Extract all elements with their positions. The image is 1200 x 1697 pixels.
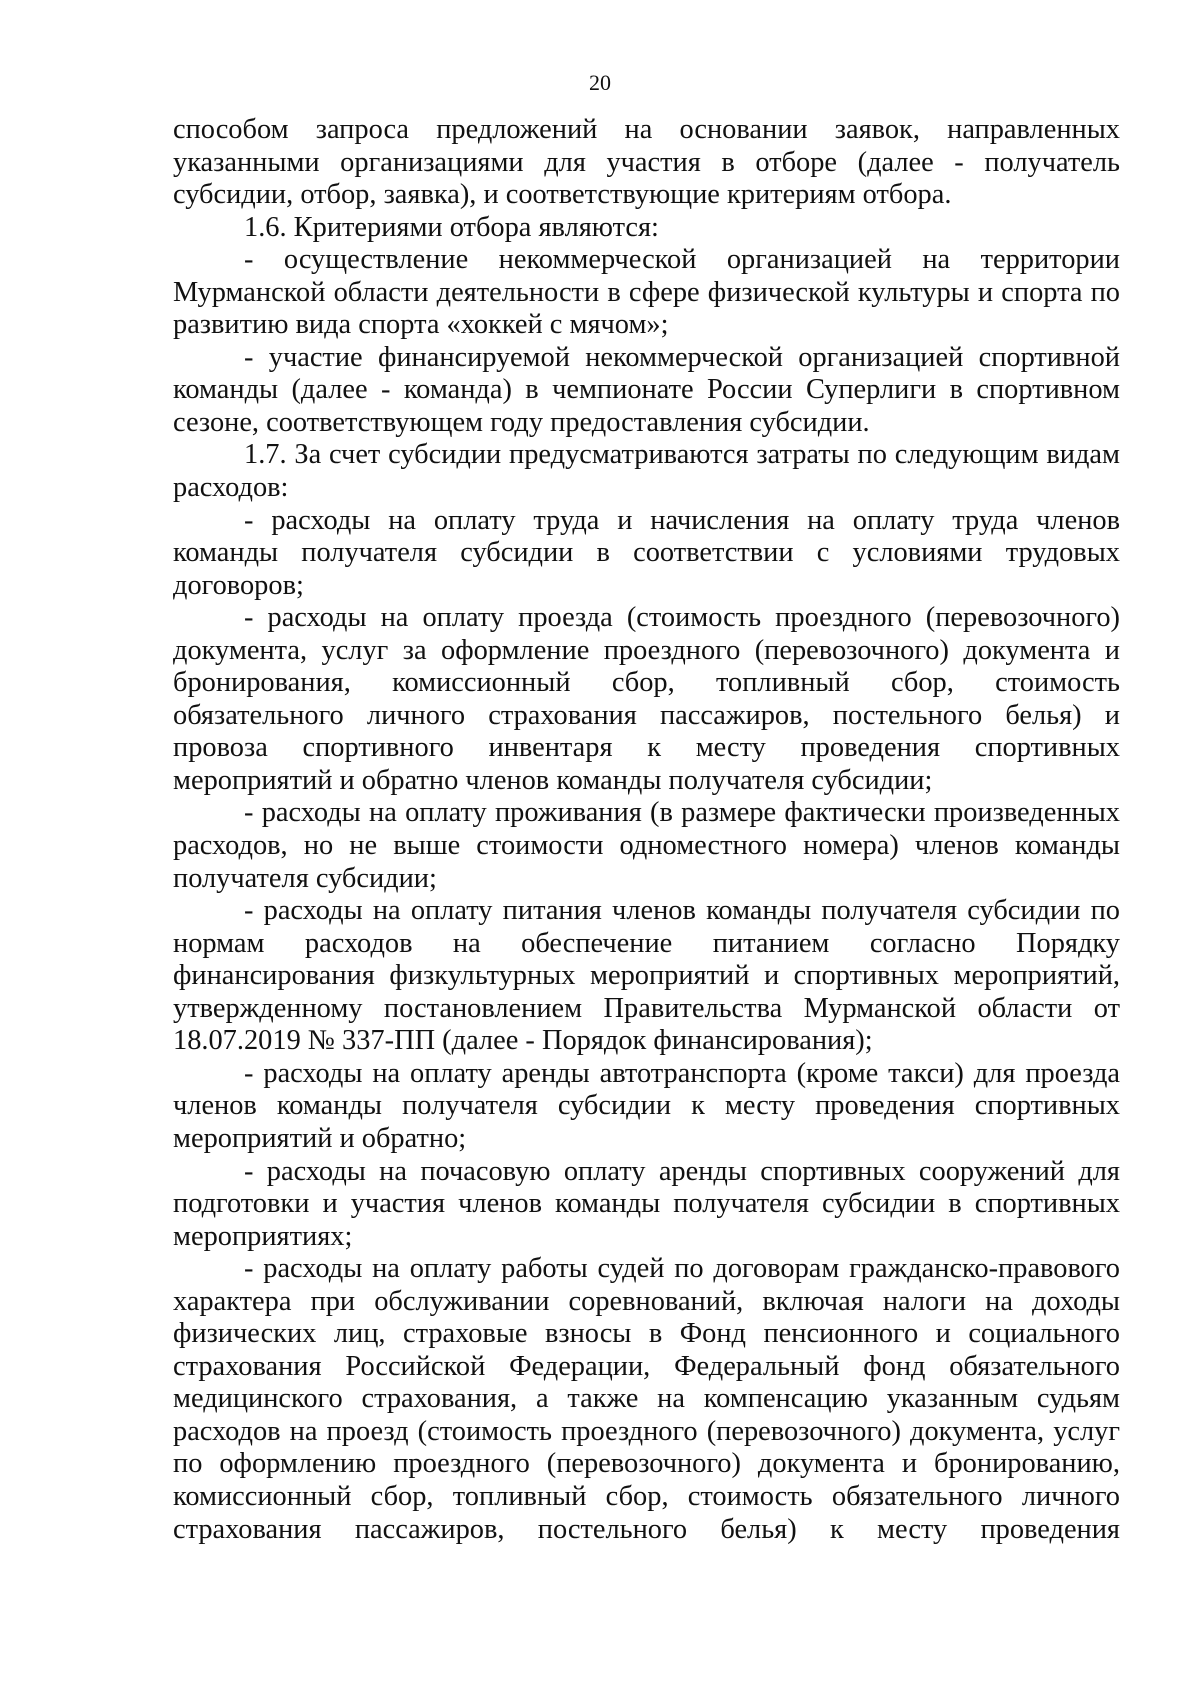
paragraph-expense-referees: - расходы на оплату работы судей по договорам гражданско-правового характера при обслуживании соревнований, включая налоги на доходы физических лиц, страховые взносы в Фонд пенсионного и социального страхования Российской Федерации, Федеральный фонд обязательного медицинского страхования, а также на компенсацию указанным судьям расходов на проезд (стоимость проездного (перевозочного) документа, услуг по оформлению проездного (перевозочного) документа и бронированию, комиссионный сбор, топливный сбор, стоимость обязательного личного страхования пассажиров, постельного белья) к месту проведения bbox=[173, 1253, 1120, 1545]
paragraph-expense-accommodation: - расходы на оплату проживания (в размере фактически произведенных расходов, но не выше стоимости одноместного номера) членов команды получателя субсидии; bbox=[173, 797, 1120, 894]
paragraph-expense-labor: - расходы на оплату труда и начисления на оплату труда членов команды получателя субсидии в соответствии с условиями трудовых договоров; bbox=[173, 504, 1120, 601]
paragraph-section-1-7: 1.7. За счет субсидии предусматриваются затраты по следующим видам расходов: bbox=[173, 439, 1120, 504]
paragraph-criterion-1: - осуществление некоммерческой организацией на территории Мурманской области деятельности в сфере физической культуры и спорта по развитию вида спорта «хоккей с мячом»; bbox=[173, 244, 1120, 341]
paragraph-continuation: способом запроса предложений на основании заявок, направленных указанными организациями для участия в отборе (далее - получатель субсидии, отбор, заявка), и соответствующие критериям отбора. bbox=[173, 114, 1120, 211]
paragraph-criterion-2: - участие финансируемой некоммерческой организацией спортивной команды (далее - команда) в чемпионате России Суперлиги в спортивном сезоне, соответствующем году предоставления субсидии. bbox=[173, 341, 1120, 438]
paragraph-expense-facility-rental: - расходы на почасовую оплату аренды спортивных сооружений для подготовки и участия членов команды получателя субсидии в спортивных мероприятиях; bbox=[173, 1155, 1120, 1252]
paragraph-expense-meals: - расходы на оплату питания членов команды получателя субсидии по нормам расходов на обеспечение питанием согласно Порядку финансирования физкультурных мероприятий и спортивных мероприятий, утвержденному постановлением Правительства Мурманской области от 18.07.2019 № 337-ПП (далее - Порядок финансирования); bbox=[173, 895, 1120, 1057]
page-number: 20 bbox=[589, 70, 611, 95]
document-body bbox=[173, 114, 1120, 1546]
paragraph-expense-travel: - расходы на оплату проезда (стоимость проездного (перевозочного) документа, услуг за оформление проездного (перевозочного) документа и бронирования, комиссионный сбор, топливный сбор, стоимость обязательного личного страхования пассажиров, постельного белья) и провоза спортивного инвентаря к месту проведения спортивных мероприятий и обратно членов команды получателя субсидии; bbox=[173, 602, 1120, 796]
paragraph-section-1-6: 1.6. Критериями отбора являются: bbox=[244, 211, 659, 243]
paragraph-expense-vehicle-rental: - расходы на оплату аренды автотранспорта (кроме такси) для проезда членов команды получателя субсидии к месту проведения спортивных мероприятий и обратно; bbox=[173, 1057, 1120, 1154]
